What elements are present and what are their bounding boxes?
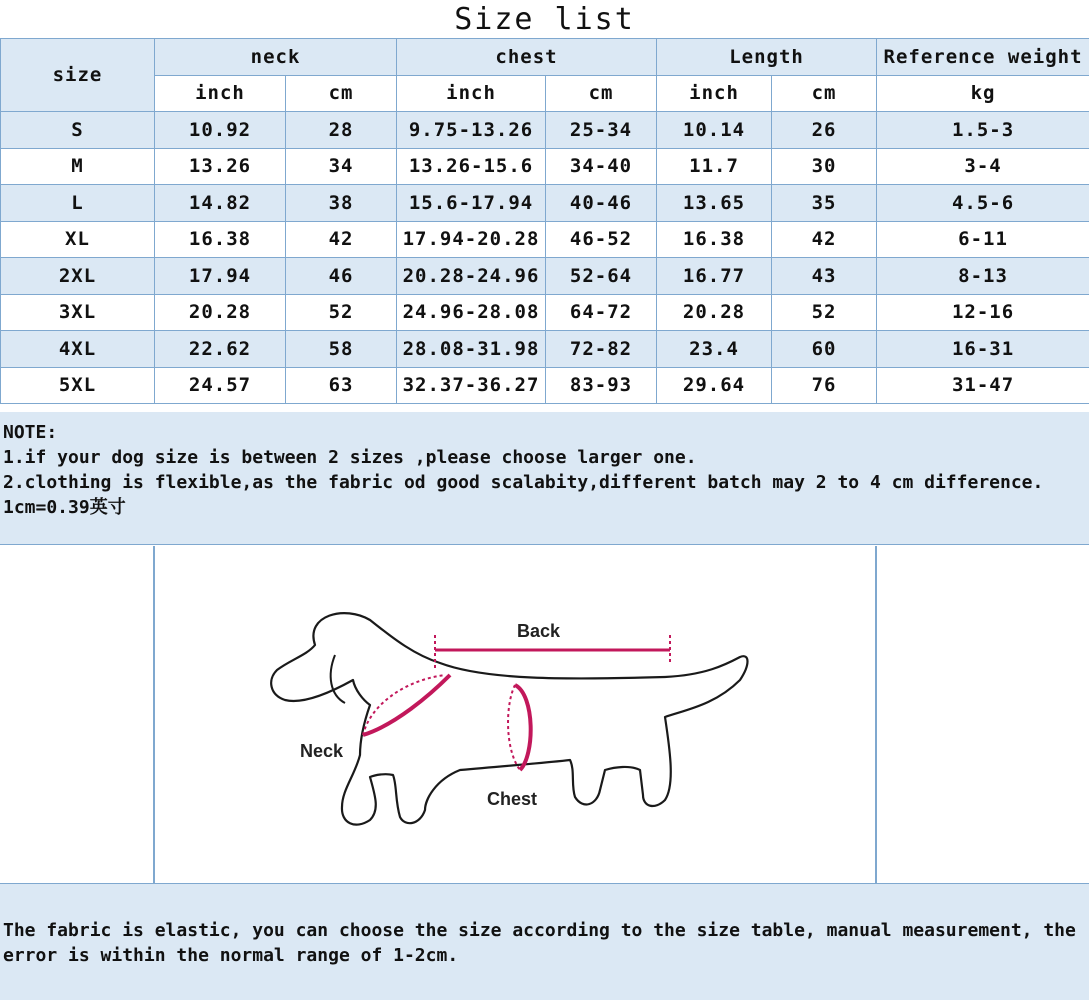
cell-length-cm: 76 [772,367,877,404]
cell-size: XL [1,221,155,258]
cell-neck-cm: 46 [286,258,397,295]
neck-label: Neck [300,741,344,761]
table-row [1,294,1089,331]
cell-size: 2XL [1,258,155,295]
cell-chest-inch: 9.75-13.26 [397,112,546,149]
cell-chest-inch: 28.08-31.98 [397,331,546,368]
chest-label: Chest [487,789,538,809]
header-weight: Reference weight [877,39,1089,76]
cell-neck-cm: 34 [286,148,397,185]
unit-weight-kg: kg [877,75,1089,112]
cell-size: 3XL [1,294,155,331]
cell-neck-inch: 13.26 [155,148,286,185]
table-row [1,185,1089,222]
cell-chest-inch: 32.37-36.27 [397,367,546,404]
cell-length-cm: 35 [772,185,877,222]
cell-size: 4XL [1,331,155,368]
cell-weight-kg: 3-4 [877,148,1089,185]
cell-chest-cm: 46-52 [546,221,657,258]
cell-chest-cm: 64-72 [546,294,657,331]
cell-chest-cm: 34-40 [546,148,657,185]
cell-length-cm: 30 [772,148,877,185]
cell-length-inch: 29.64 [657,367,772,404]
note-heading: NOTE: [3,422,58,443]
note-line-3: 1cm=0.39英寸 [3,497,126,518]
unit-chest-cm: cm [546,75,657,112]
header-chest: chest [397,39,657,76]
table-row [1,367,1089,404]
unit-row [1,75,1089,112]
cell-neck-inch: 16.38 [155,221,286,258]
cell-weight-kg: 1.5-3 [877,112,1089,149]
cell-chest-inch: 15.6-17.94 [397,185,546,222]
cell-chest-inch: 17.94-20.28 [397,221,546,258]
cell-neck-cm: 42 [286,221,397,258]
cell-size: L [1,185,155,222]
cell-neck-inch: 17.94 [155,258,286,295]
cell-length-inch: 16.77 [657,258,772,295]
cell-chest-cm: 83-93 [546,367,657,404]
cell-neck-inch: 10.92 [155,112,286,149]
cell-weight-kg: 6-11 [877,221,1089,258]
table-row [1,258,1089,295]
header-length: Length [657,39,877,76]
unit-length-cm: cm [772,75,877,112]
cell-length-inch: 23.4 [657,331,772,368]
cell-weight-kg: 16-31 [877,331,1089,368]
divider-right [875,546,877,883]
table-row [1,112,1089,149]
header-size: size [1,39,155,112]
page-title: Size list [0,0,1089,40]
cell-length-cm: 52 [772,294,877,331]
cell-chest-inch: 13.26-15.6 [397,148,546,185]
unit-chest-inch: inch [397,75,546,112]
cell-length-inch: 11.7 [657,148,772,185]
cell-chest-cm: 40-46 [546,185,657,222]
cell-neck-cm: 38 [286,185,397,222]
cell-chest-cm: 72-82 [546,331,657,368]
divider-left [153,546,155,883]
size-rows [1,112,1089,404]
cell-neck-cm: 63 [286,367,397,404]
cell-weight-kg: 4.5-6 [877,185,1089,222]
cell-neck-cm: 28 [286,112,397,149]
cell-neck-inch: 20.28 [155,294,286,331]
table-row [1,221,1089,258]
unit-neck-inch: inch [155,75,286,112]
cell-size: S [1,112,155,149]
cell-length-inch: 10.14 [657,112,772,149]
cell-chest-inch: 24.96-28.08 [397,294,546,331]
note-line-1: 1.if your dog size is between 2 sizes ,please choose larger one. [3,447,697,468]
cell-size: 5XL [1,367,155,404]
cell-neck-cm: 52 [286,294,397,331]
cell-length-cm: 43 [772,258,877,295]
cell-weight-kg: 12-16 [877,294,1089,331]
cell-length-cm: 26 [772,112,877,149]
cell-neck-inch: 22.62 [155,331,286,368]
cell-neck-inch: 24.57 [155,367,286,404]
cell-length-cm: 42 [772,221,877,258]
back-label: Back [517,621,561,641]
cell-neck-inch: 14.82 [155,185,286,222]
note-box [0,412,1089,545]
header-neck: neck [155,39,397,76]
table-row [1,331,1089,368]
cell-chest-cm: 52-64 [546,258,657,295]
cell-length-cm: 60 [772,331,877,368]
cell-neck-cm: 58 [286,331,397,368]
unit-length-inch: inch [657,75,772,112]
size-table [0,38,1089,404]
cell-chest-inch: 20.28-24.96 [397,258,546,295]
cell-length-inch: 13.65 [657,185,772,222]
cell-chest-cm: 25-34 [546,112,657,149]
cell-length-inch: 20.28 [657,294,772,331]
note-line-2: 2.clothing is flexible,as the fabric od good scalabity,different batch may 2 to 4 cm difference. [3,472,1044,493]
footer-note: The fabric is elastic, you can choose the size according to the size table, manual measurement, the error is within the normal range of 1-2cm. [0,883,1089,1000]
cell-weight-kg: 31-47 [877,367,1089,404]
cell-size: M [1,148,155,185]
table-row [1,148,1089,185]
cell-weight-kg: 8-13 [877,258,1089,295]
header-row [1,39,1089,76]
dog-measurement-diagram [245,585,785,875]
cell-length-inch: 16.38 [657,221,772,258]
unit-neck-cm: cm [286,75,397,112]
